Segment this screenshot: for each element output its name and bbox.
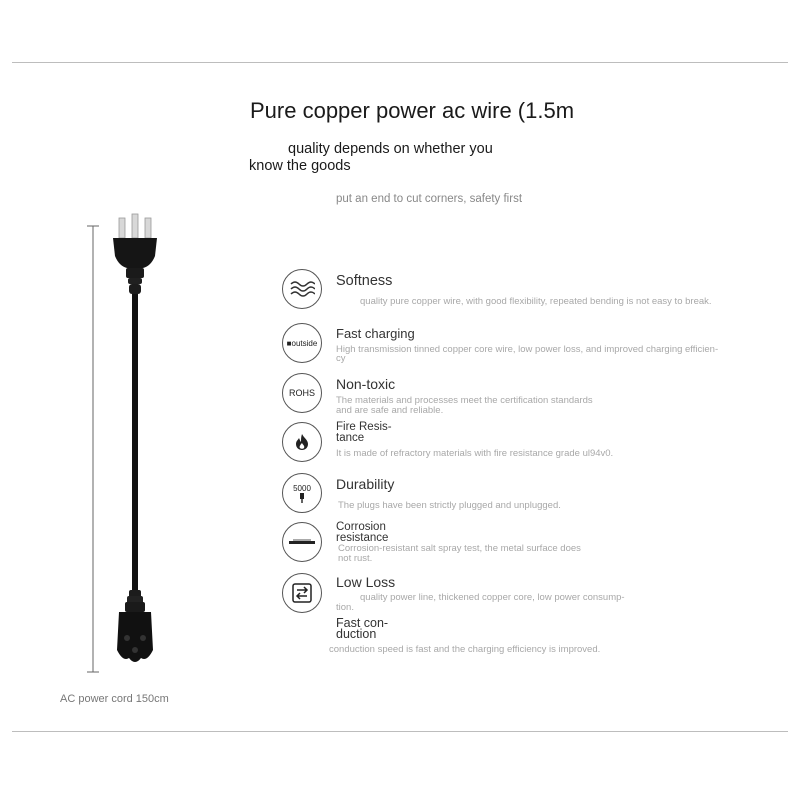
feature-desc-cont: not rust. xyxy=(338,553,373,564)
tagline: put an end to cut corners, safety first xyxy=(336,193,523,205)
feature-desc: The materials and processes meet the certification standards xyxy=(336,395,593,406)
feature-title: Non-toxic xyxy=(336,376,396,392)
waves-icon xyxy=(282,269,322,309)
feature-softness xyxy=(278,269,778,317)
outside-icon: ■outside xyxy=(282,323,322,363)
rohs-icon: ROHS xyxy=(282,373,322,413)
feature-title: Fast charging xyxy=(336,326,415,341)
metal-plate-icon xyxy=(282,522,322,562)
feature-title: Durability xyxy=(336,476,395,492)
subtitle-line-2: know the goods xyxy=(249,158,351,174)
feature-non-toxic xyxy=(278,373,778,421)
feature-low-loss xyxy=(278,573,778,621)
feature-fire-resistance xyxy=(278,422,778,470)
power-cord-image xyxy=(75,210,195,680)
feature-title: Low Loss xyxy=(336,574,396,590)
feature-desc: Corrosion-resistant salt spray test, the metal surface does xyxy=(338,543,581,554)
feature-desc-cont: cy xyxy=(336,353,346,364)
page-title: Pure copper power ac wire (1.5m xyxy=(250,98,575,123)
plug-count-icon: 5000 xyxy=(282,473,322,513)
feature-desc: High transmission tinned copper core wire, low power loss, and improved charging efficien- xyxy=(336,344,719,355)
feature-title-line-1: Fire Resis- xyxy=(336,421,392,433)
feature-title-line-2: duction xyxy=(336,627,377,641)
subtitle-line-1: quality depends on whether you xyxy=(288,141,493,157)
cord-length-label: AC power cord 150cm xyxy=(60,693,169,705)
feature-fast-conduction xyxy=(278,618,778,666)
feature-desc: quality pure copper wire, with good flexibility, repeated bending is not easy to break. xyxy=(360,296,712,307)
feature-fast-charging xyxy=(278,323,778,371)
feature-title-line-1: Fast con- xyxy=(336,616,389,630)
feature-desc-cont: and are safe and reliable. xyxy=(336,405,444,416)
feature-title: Softness xyxy=(336,273,393,289)
feature-durability xyxy=(278,473,778,521)
feature-corrosion-resistance xyxy=(278,522,778,570)
feature-desc: quality power line, thickened copper core, low power consump- xyxy=(360,592,625,603)
feature-desc-cont: tion. xyxy=(336,602,354,613)
feature-desc: The plugs have been strictly plugged and unplugged. xyxy=(338,500,561,511)
feature-title-line-2: tance xyxy=(336,432,365,444)
feature-title-line-1: Corrosion xyxy=(336,521,386,533)
top-divider xyxy=(12,62,788,63)
feature-desc: It is made of refractory materials with fire resistance grade ul94v0. xyxy=(336,448,614,459)
bottom-divider xyxy=(12,731,788,732)
feature-title-line-2: resistance xyxy=(336,532,389,544)
flame-icon xyxy=(282,422,322,462)
transfer-icon xyxy=(282,573,322,613)
feature-desc: conduction speed is fast and the charging efficiency is improved. xyxy=(329,644,601,655)
